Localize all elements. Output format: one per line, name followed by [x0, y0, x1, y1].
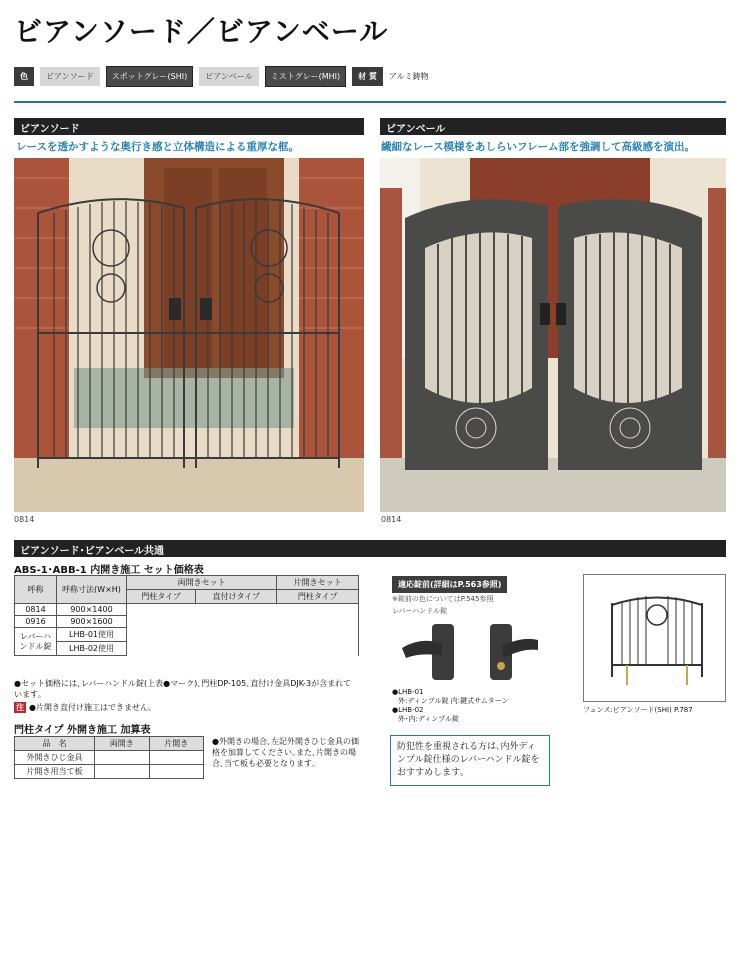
section-bar-common: ビアンソード･ビアンベール共通	[14, 540, 726, 557]
lever-row: LHB-02使用	[57, 642, 127, 656]
row-size: 900×1600	[57, 616, 127, 628]
catchcopy-veil: 繊細なレース模様をあしらいフレーム部を強調して高級感を演出。	[381, 141, 696, 153]
section-bar-veil: ビアンベール	[380, 118, 726, 135]
price-cells	[127, 604, 359, 656]
price-table	[14, 575, 359, 656]
photo-caption-veil: 0814	[381, 515, 402, 524]
th-single-open: 片開き	[149, 737, 204, 751]
gate-photo-sword	[14, 158, 364, 512]
item-name: 片開き用当て板	[15, 765, 95, 779]
header-divider	[14, 101, 726, 103]
th-post-single: 門柱タイプ	[277, 590, 359, 604]
lever-label: レバーハンドル錠	[15, 628, 57, 656]
photo-caption-sword: 0814	[14, 515, 35, 524]
lock-type: レバーハンドル錠	[392, 607, 448, 615]
lever-handle-image	[392, 620, 542, 685]
spec-row	[14, 66, 429, 86]
caution-text: ●片開き直付け施工はできません｡	[29, 703, 152, 712]
add-table-title: 門柱タイプ 外開き施工 加算表	[14, 725, 151, 736]
th-post: 門柱タイプ	[127, 590, 196, 604]
material-label: 材 質	[352, 67, 383, 86]
row-name: 0814	[15, 604, 57, 616]
page-title: ビアンソード／ビアンベール	[14, 15, 389, 48]
table-row	[15, 751, 204, 765]
veil-color: ミストグレー(MHI)	[265, 66, 346, 87]
lock-pill: 適応錠前(詳細はP.563参照)	[392, 576, 507, 593]
fence-caption: フェンス:ビアンソード(SHI) P.787	[583, 706, 693, 714]
th-double-open: 両開き	[95, 737, 150, 751]
section-bar-sword: ビアンソード	[14, 118, 364, 135]
catchcopy-sword: レースを透かすような奥行き感と立体構造による重厚な框。	[16, 141, 299, 153]
sword-label: ビアンソード	[40, 67, 100, 86]
lock-note: ※錠前の色についてはP.545参照	[392, 595, 494, 603]
th-direct: 直付けタイプ	[196, 590, 277, 604]
table-row	[15, 765, 204, 779]
th-single: 片開きセット	[277, 576, 359, 590]
veil-label: ビアンベール	[199, 67, 259, 86]
price-note: ●セット価格には､レバーハンドル錠(上表●マーク)､門柱DP-105､直付け金具DJK-3が含まれています｡	[14, 679, 352, 699]
item-name: 外開きひじ金具	[15, 751, 95, 765]
table-row	[15, 604, 359, 616]
price-table-title: ABS-1･ABB-1 内開き施工 セット価格表	[14, 565, 204, 576]
th-double: 両開きセット	[127, 576, 277, 590]
row-size: 900×1400	[57, 604, 127, 616]
lock-list	[392, 688, 542, 724]
add-note: ●外開きの場合､左記外開きひじ金具の価格を加算してください｡また､片開きの場合､当て板も必要となります｡	[212, 737, 359, 768]
gate-photo-veil	[380, 158, 726, 512]
th-size: 呼称寸法(W×H)	[57, 576, 127, 604]
caution-mark: 注	[16, 703, 24, 712]
th-name: 呼称	[15, 576, 57, 604]
lhb02-desc: 外･内:ディンプル錠	[398, 715, 460, 723]
add-table	[14, 736, 204, 779]
lhb01-desc: 外:ディンプル錠 内:鍵式サムターン	[398, 697, 509, 705]
security-recommend-box: 防犯性を重視される方は､内外ディンプル錠仕様のレバーハンドル錠をおすすめします｡	[390, 735, 550, 786]
fence-thumbnail	[583, 574, 726, 702]
row-name: 0916	[15, 616, 57, 628]
lhb01-label: ●LHB-01	[392, 688, 424, 696]
lever-row: LHB-01使用	[57, 628, 127, 642]
color-label: 色	[14, 67, 34, 86]
lhb02-label: ●LHB-02	[392, 706, 424, 714]
material-value: アルミ鋳物	[388, 71, 429, 81]
caution-row	[14, 702, 152, 713]
th-item: 品 名	[15, 737, 95, 751]
sword-color: スポットグレー(SHI)	[106, 66, 194, 87]
